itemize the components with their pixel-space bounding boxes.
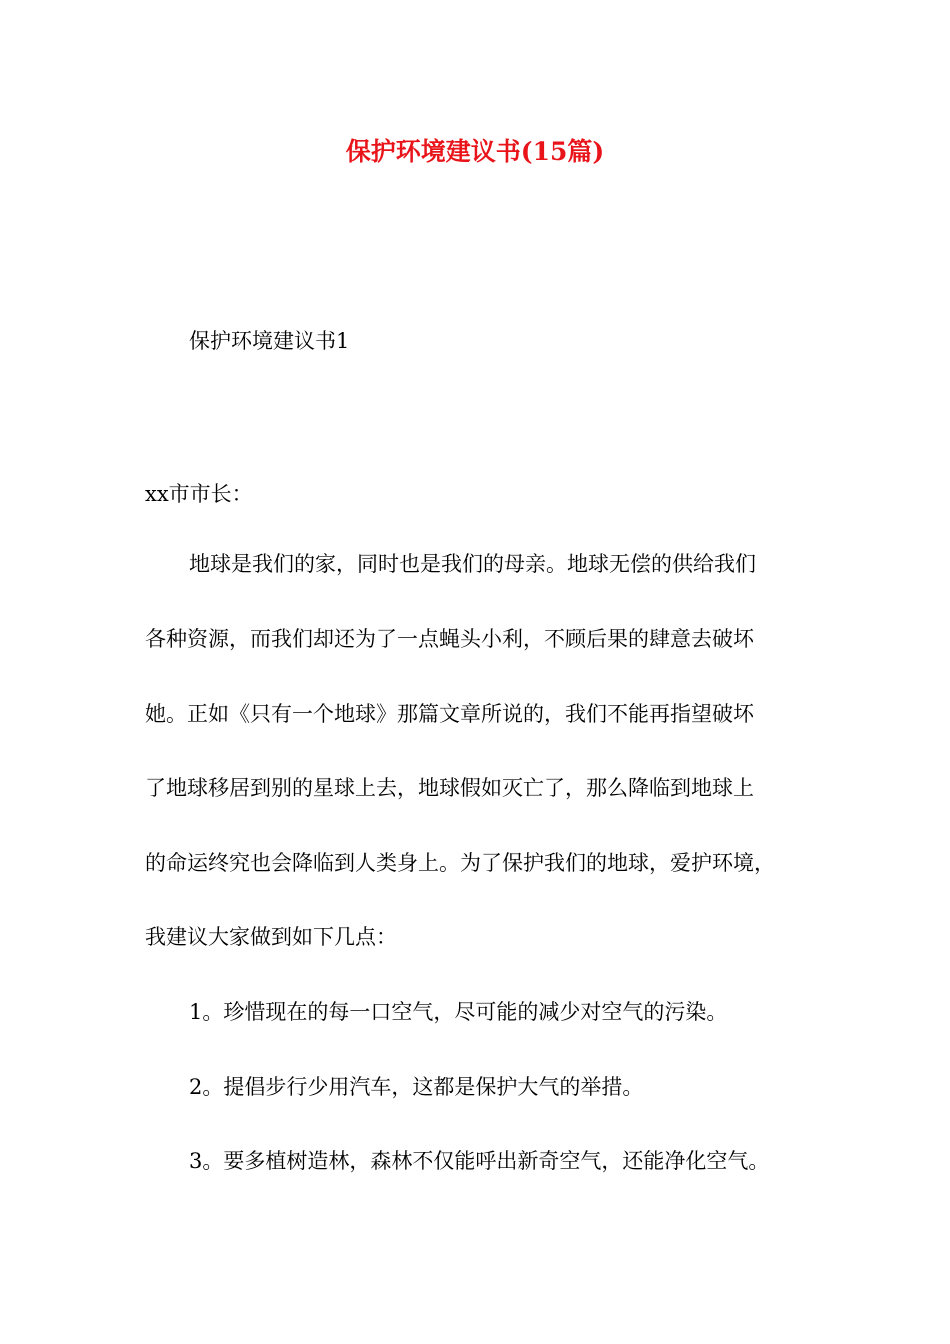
document-title: 保护环境建议书(15篇) [345, 137, 605, 166]
section-heading: 保护环境建议书1 [189, 329, 350, 353]
suggestion-item: 2。提倡步行少用汽车，这都是保护大气的举措。 [189, 1075, 644, 1099]
paragraph-line: 我建议大家做到如下几点： [145, 925, 397, 949]
suggestion-item: 3。要多植树造林，森林不仅能呼出新奇空气，还能净化空气。 [189, 1149, 770, 1173]
paragraph-line: 了地球移居到别的星球上去，地球假如灭亡了，那么降临到地球上 [145, 776, 754, 800]
suggestion-item: 1。珍惜现在的每一口空气，尽可能的减少对空气的污染。 [189, 1000, 728, 1024]
paragraph-line: 各种资源，而我们却还为了一点蝇头小利，不顾后果的肆意去破坏 [145, 627, 754, 651]
salutation: xx市市长： [145, 482, 253, 506]
paragraph-line: 她。正如《只有一个地球》那篇文章所说的，我们不能再指望破坏 [145, 702, 754, 726]
paragraph-line: 的命运终究也会降临到人类身上。为了保护我们的地球，爱护环境， [145, 851, 775, 875]
paragraph-line: 地球是我们的家，同时也是我们的母亲。地球无偿的供给我们 [189, 552, 756, 576]
